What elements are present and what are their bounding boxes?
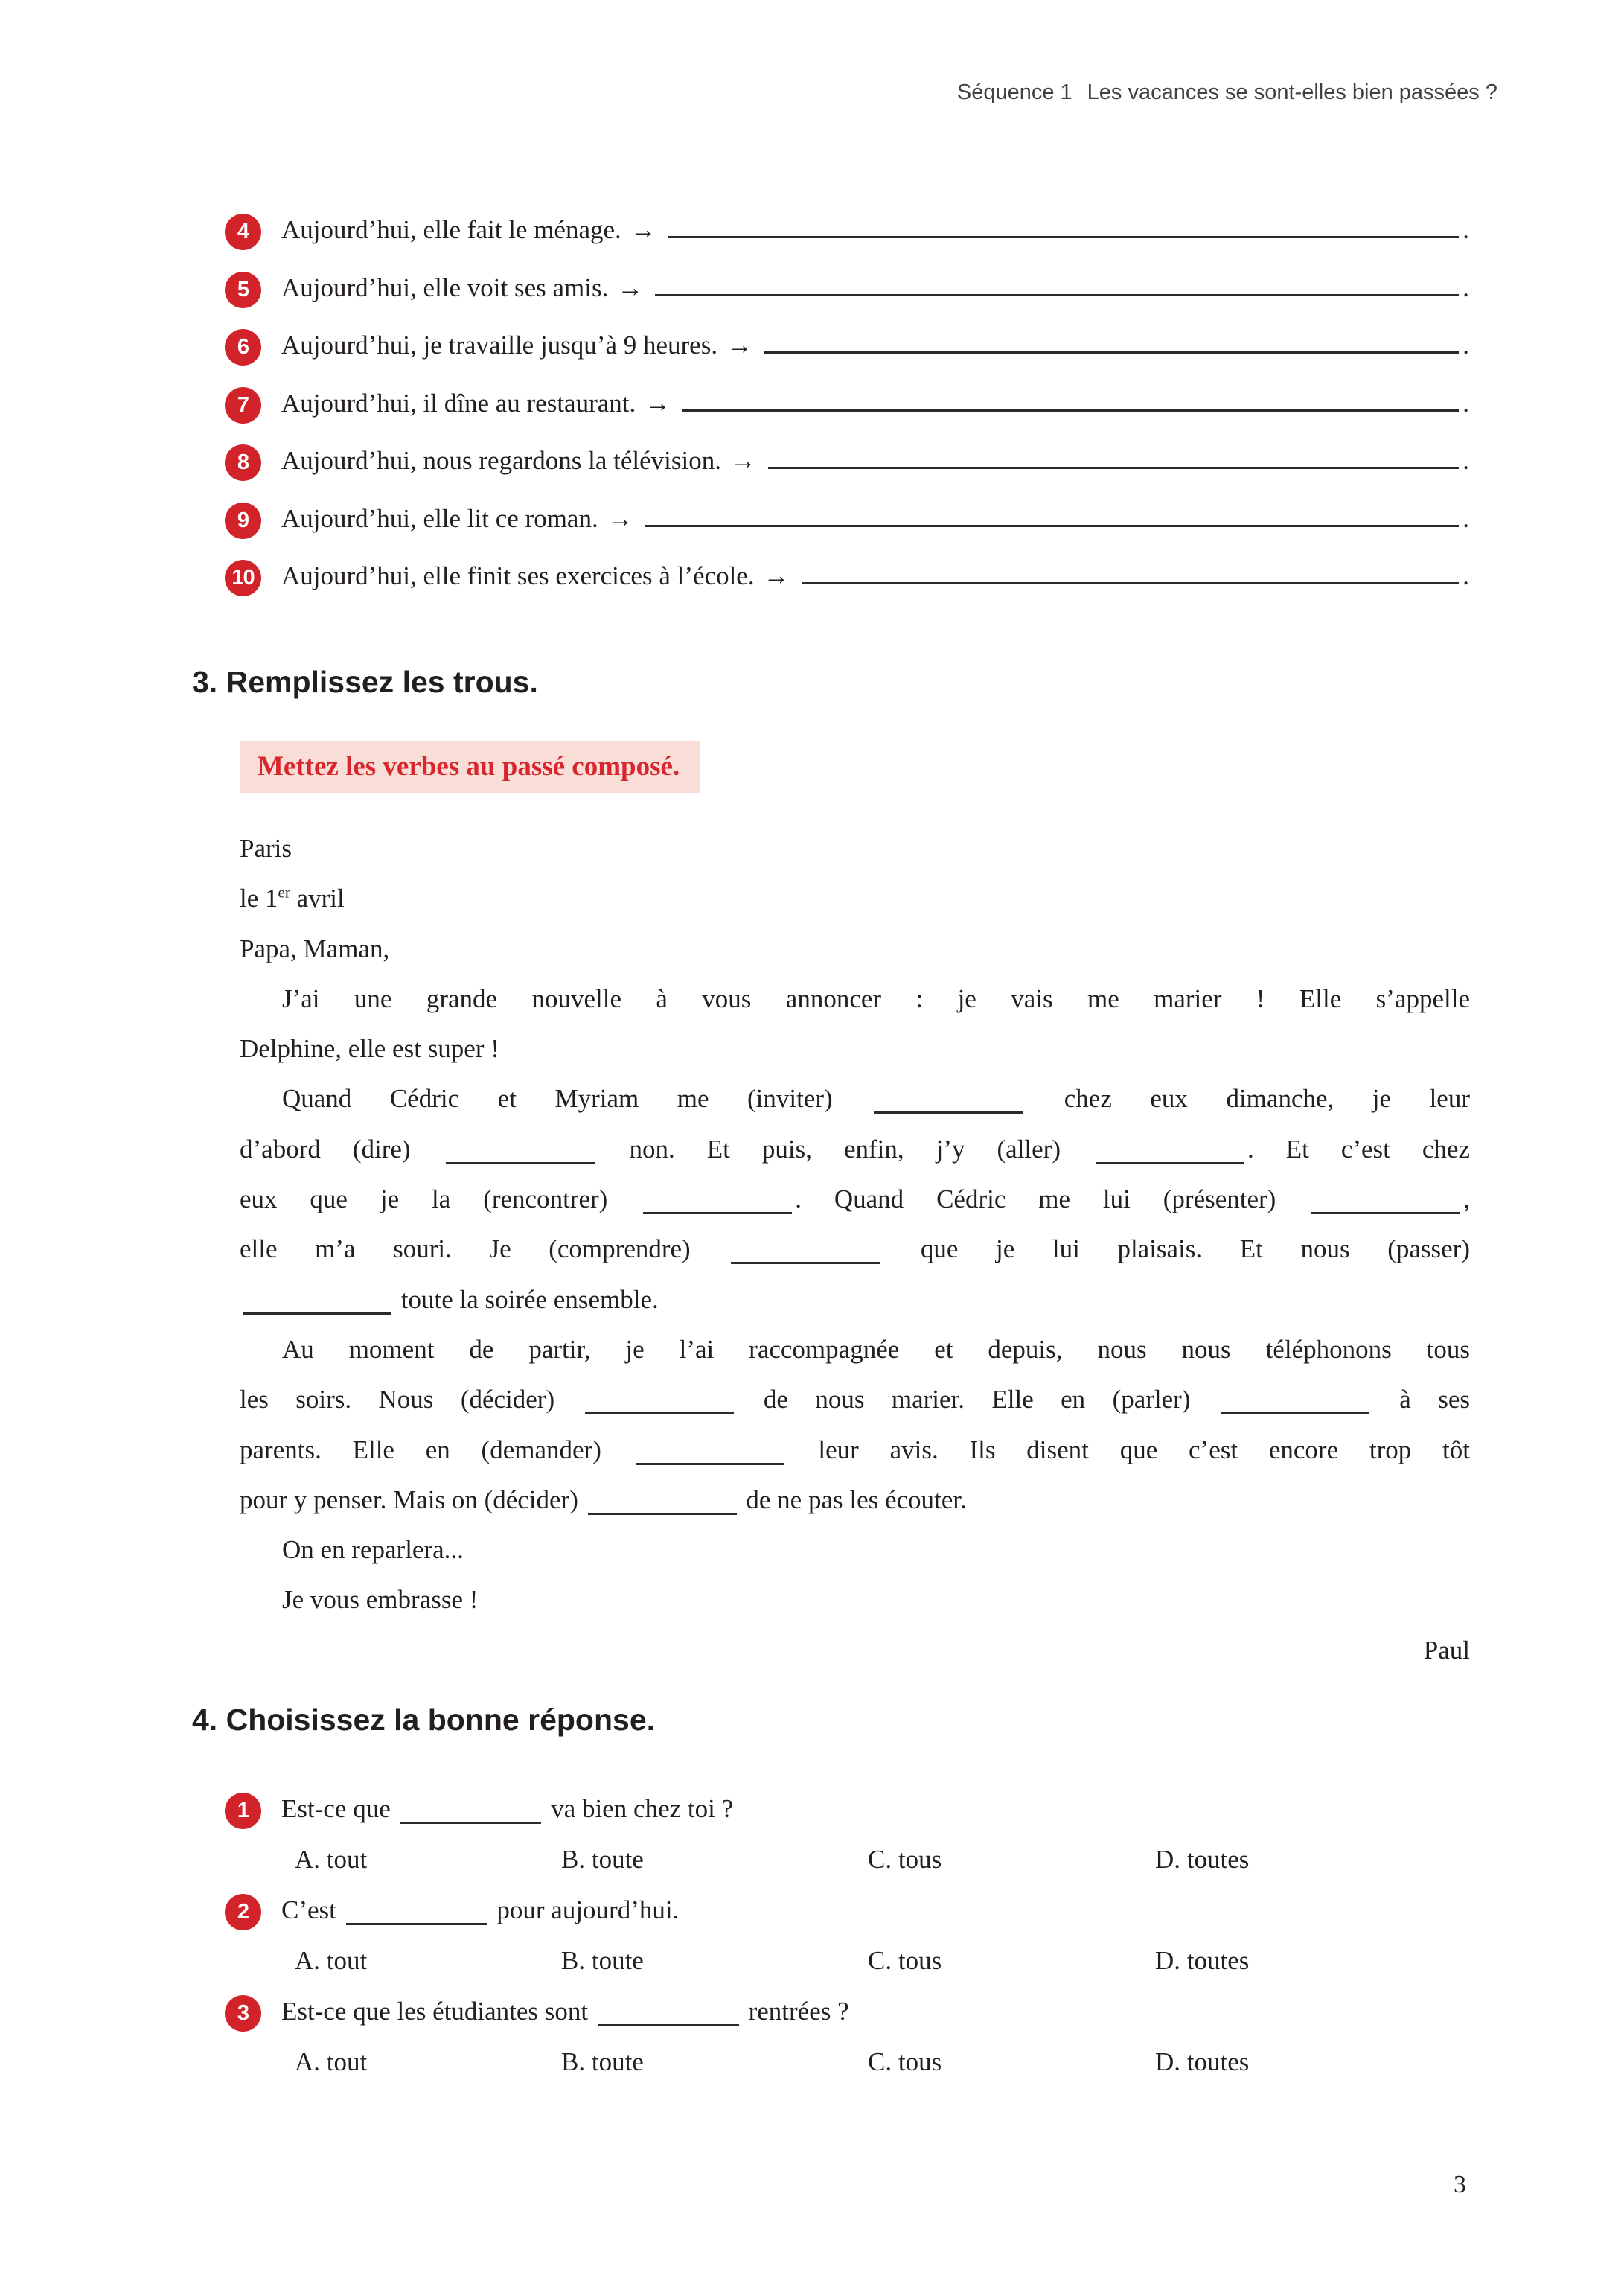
answer-blank <box>598 2015 739 2026</box>
line-period: . <box>1462 331 1469 360</box>
letter-line: Au moment de partir, je l’ai raccompagnée et depuis, nous nous téléphonons tous <box>282 1334 1470 1364</box>
exercise-item-row <box>225 560 1469 618</box>
exercise2-items <box>225 214 1469 618</box>
answer-blank <box>636 1454 784 1465</box>
item-number-badge: 9 <box>225 503 261 539</box>
exercise4-title: 4. Choisissez la bonne réponse. <box>192 1703 656 1737</box>
arrow-icon: → <box>763 561 790 590</box>
letter-line: Papa, Maman, <box>240 934 390 963</box>
item-sentence: Aujourd’hui, nous regardons la télévision. <box>281 446 722 475</box>
mcq-question-block <box>225 1995 1469 2096</box>
option-label: C. tous <box>868 1946 942 1975</box>
question-text: Est-ce que va bien chez toi ? <box>281 1794 734 1823</box>
letter-line: le 1er avril <box>240 883 345 913</box>
letter-line: J’ai une grande nouvelle à vous annoncer : je vais me marier ! Elle s’appelle <box>282 983 1470 1013</box>
page-number: 3 <box>1454 2171 1466 2198</box>
item-number-badge: 4 <box>225 214 261 250</box>
answer-blank-line <box>668 227 1459 238</box>
line-period: . <box>1462 503 1469 533</box>
answer-blank-line <box>768 458 1459 469</box>
item-sentence: Aujourd’hui, je travaille jusqu’à 9 heures. <box>281 331 718 360</box>
mcq-question-row <box>225 1995 1469 2047</box>
exercise-item-row <box>225 444 1469 503</box>
exercise-item-row <box>225 272 1469 330</box>
answer-blank <box>1311 1203 1460 1214</box>
page-header <box>957 80 1497 105</box>
sequence-label: Séquence 1 <box>956 80 1072 104</box>
answer-blank <box>585 1403 734 1414</box>
question-number-badge: 1 <box>225 1793 261 1829</box>
line-period: . <box>1462 272 1469 302</box>
line-period: . <box>1462 215 1469 244</box>
letter-line: toute la soirée ensemble. <box>240 1275 1470 1324</box>
item-number-badge: 7 <box>225 387 261 424</box>
arrow-icon: → <box>645 388 671 418</box>
mcq-question-row <box>225 1894 1469 1946</box>
instruction-box <box>240 741 700 793</box>
letter-line: On en reparlera... <box>282 1535 464 1565</box>
option-label: D. toutes <box>1155 1946 1250 1975</box>
question-number-badge: 2 <box>225 1894 261 1930</box>
answer-blank <box>243 1304 391 1315</box>
exercise3-title: 3. Remplissez les trous. <box>192 665 538 699</box>
letter-line: Paul <box>1423 1635 1470 1665</box>
mcq-question-row <box>225 1793 1469 1845</box>
item-sentence: Aujourd’hui, elle fait le ménage. <box>281 215 621 244</box>
arrow-icon: → <box>630 215 656 244</box>
letter-line: Je vous embrasse ! <box>282 1585 479 1615</box>
item-sentence: Aujourd’hui, elle finit ses exercices à l’école. <box>281 561 755 590</box>
option-label: B. toute <box>561 1845 644 1874</box>
answer-blank <box>874 1103 1023 1114</box>
item-number-badge: 10 <box>225 560 261 596</box>
option-label: B. toute <box>561 1946 644 1975</box>
option-label: D. toutes <box>1155 1845 1250 1874</box>
item-sentence: Aujourd’hui, elle voit ses amis. <box>281 272 609 302</box>
item-number-badge: 8 <box>225 444 261 481</box>
letter-line: les soirs. Nous (décider) de nous marier. Elle en (parler) à ses <box>240 1385 1470 1414</box>
letter-line: Delphine, elle est super ! <box>240 1034 499 1064</box>
exercise-item-row <box>225 387 1469 445</box>
item-sentence: Aujourd’hui, il dîne au restaurant. <box>281 388 636 418</box>
exercise-item-row <box>225 214 1469 272</box>
letter-line: Paris <box>240 834 292 863</box>
letter-text <box>240 823 1470 1675</box>
answer-blank-line <box>655 285 1459 296</box>
exercise4-questions <box>225 1793 1469 2096</box>
answer-blank <box>400 1813 541 1824</box>
answer-blank <box>588 1504 737 1515</box>
exercise-item-row <box>225 329 1469 387</box>
arrow-icon: → <box>617 272 644 302</box>
answer-blank-line <box>764 342 1459 354</box>
answer-blank-line <box>645 516 1460 527</box>
answer-blank <box>1096 1153 1244 1164</box>
line-period: . <box>1462 388 1469 418</box>
option-label: C. tous <box>868 1845 942 1874</box>
option-label: A. tout <box>295 1946 368 1975</box>
arrow-icon: → <box>607 503 633 533</box>
letter-line: eux que je la (rencontrer) . Quand Cédric me lui (présenter) , <box>240 1184 1470 1214</box>
item-sentence: Aujourd’hui, elle lit ce roman. <box>281 503 598 533</box>
letter-line: elle m’a souri. Je (comprendre) que je lui plaisais. Et nous (passer) <box>240 1234 1470 1264</box>
mcq-options-row <box>225 1946 1469 1995</box>
answer-blank <box>643 1203 792 1214</box>
letter-line: pour y penser. Mais on (décider) de ne pas les écouter. <box>240 1484 967 1514</box>
arrow-icon: → <box>726 331 753 360</box>
arrow-icon: → <box>730 446 757 475</box>
question-number-badge: 3 <box>225 1995 261 2032</box>
letter-line: parents. Elle en (demander) leur avis. Ils disent que c’est encore trop tôt <box>240 1435 1470 1464</box>
exercise-item-row <box>225 503 1469 561</box>
item-number-badge: 6 <box>225 329 261 366</box>
chapter-title: Les vacances se sont-elles bien passées ? <box>1087 80 1497 104</box>
option-label: B. toute <box>561 2047 644 2076</box>
mcq-options-row <box>225 2047 1469 2096</box>
letter-line: Quand Cédric et Myriam me (inviter) chez eux dimanche, je leur <box>282 1084 1470 1114</box>
option-label: D. toutes <box>1155 2047 1250 2076</box>
mcq-question-block <box>225 1894 1469 1995</box>
answer-blank-line <box>682 401 1459 412</box>
letter-line: d’abord (dire) non. Et puis, enfin, j’y (aller) . Et c’est chez <box>240 1134 1470 1164</box>
answer-blank-line <box>802 573 1460 584</box>
mcq-options-row <box>225 1845 1469 1894</box>
instruction-text: Mettez les verbes au passé composé. <box>258 751 680 782</box>
answer-blank <box>1221 1403 1369 1414</box>
answer-blank <box>731 1253 880 1264</box>
line-period: . <box>1462 561 1469 590</box>
question-text: C’est pour aujourd’hui. <box>281 1895 680 1924</box>
option-label: C. tous <box>868 2047 942 2076</box>
option-label: A. tout <box>295 1845 368 1874</box>
option-label: A. tout <box>295 2047 368 2076</box>
line-period: . <box>1462 446 1469 475</box>
answer-blank <box>446 1153 595 1164</box>
answer-blank <box>346 1914 487 1925</box>
mcq-question-block <box>225 1793 1469 1894</box>
item-number-badge: 5 <box>225 272 261 308</box>
question-text: Est-ce que les étudiantes sont rentrées ? <box>281 1997 849 2026</box>
